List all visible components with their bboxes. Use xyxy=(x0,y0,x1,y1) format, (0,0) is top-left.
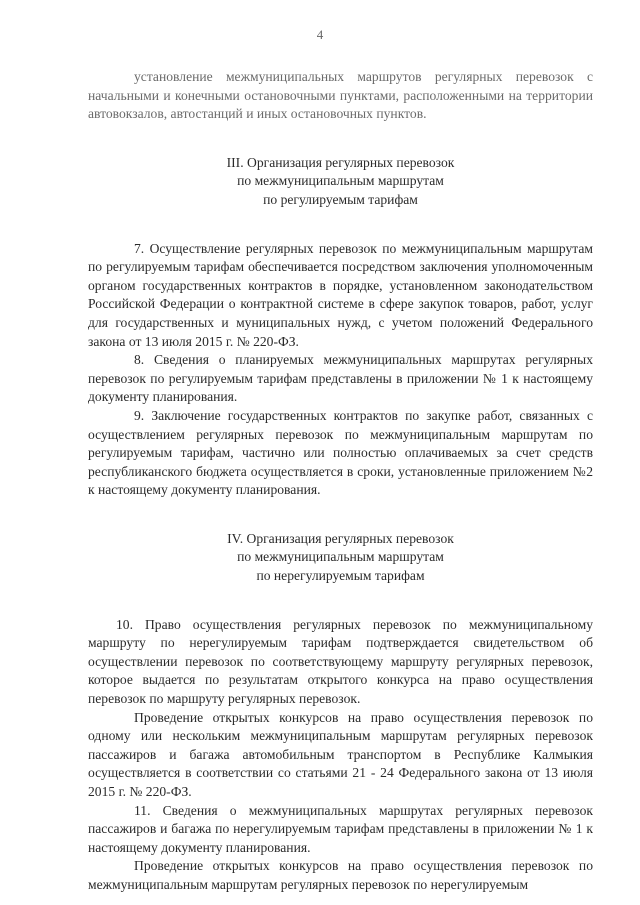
paragraph-9: 9. Заключение государственных контрактов по закупке работ, связанных с осуществлением регулярных перевозок по межмуниципальным маршрутам по регулируемым тарифам, частично или полностью оплачиваемых за счет средств республиканского бюджета осуществляется в сроки, установленные приложением №2 к настоящему документу планирования. xyxy=(88,407,593,498)
section-4-heading xyxy=(88,530,593,586)
paragraph-7: 7. Осуществление регулярных перевозок по межмуниципальным маршрутам по регулируемым тарифам обеспечивается посредством заключения уполномоченным органом государственных контрактов в порядке, установленном законодательством Российской Федерации о контрактной системе в сфере закупок товаров, работ, услуг для государственных и муниципальных нужд, с учетом положений Федерального закона от 13 июля 2015 г. № 220-ФЗ. xyxy=(88,240,593,349)
section-3-heading xyxy=(88,154,593,210)
paragraph-10-continued: Проведение открытых конкурсов на право осуществления перевозок по одному или нескольким межмуниципальным маршрутам регулярных перевозок пассажиров и багажа автомобильным транспортом в Республике Калмыкия осуществляется в соответствии со статьями 21 - 24 Федерального закона от 13 июля 2015 г. № 220-ФЗ. xyxy=(88,709,593,799)
section-3-heading-line-2: по межмуниципальным маршрутам xyxy=(237,173,444,189)
intro-paragraph: установление межмуниципальных маршрутов регулярных перевозок с начальными и конечными остановочными пунктами, расположенными на территории автовокзалов, автостанций и иных остановочных пунктов. xyxy=(88,69,593,122)
section-3-heading-line-1: III. Организация регулярных перевозок xyxy=(226,154,455,170)
paragraph-11-continued: Проведение открытых конкурсов на право осуществления перевозок по межмуниципальным маршрутам регулярных перевозок по нерегулируемым xyxy=(88,858,593,892)
paragraph-11: 11. Сведения о межмуниципальных маршрутах регулярных перевозок пассажиров и багажа по нерегулируемым тарифам представлены в приложении № 1 к настоящему документу планирования. xyxy=(88,802,593,855)
section-4-heading-line-1: IV. Организация регулярных перевозок xyxy=(227,530,454,546)
section-4-heading-line-3: по нерегулируемым тарифам xyxy=(256,568,425,584)
paragraph-8: 8. Сведения о планируемых межмуниципальных маршрутах регулярных перевозок по регулируемым тарифам представлены в приложении № 1 к настоящему документу планирования. xyxy=(88,352,593,405)
section-4-heading-line-2: по межмуниципальным маршрутам xyxy=(237,549,444,565)
section-3-heading-line-3: по регулируемым тарифам xyxy=(263,191,418,207)
paragraph-10: 10. Право осуществления регулярных перевозок по межмуниципальному маршруту по нерегулируемым тарифам подтверждается свидетельством об осуществлении перевозок по соответствующему маршруту регулярных перевозок, которое выдается по результатам открытого конкурса на право осуществления перевозок по маршруту регулярных перевозок. xyxy=(88,616,593,707)
document-body xyxy=(88,68,593,895)
page-number: 4 xyxy=(316,27,324,42)
